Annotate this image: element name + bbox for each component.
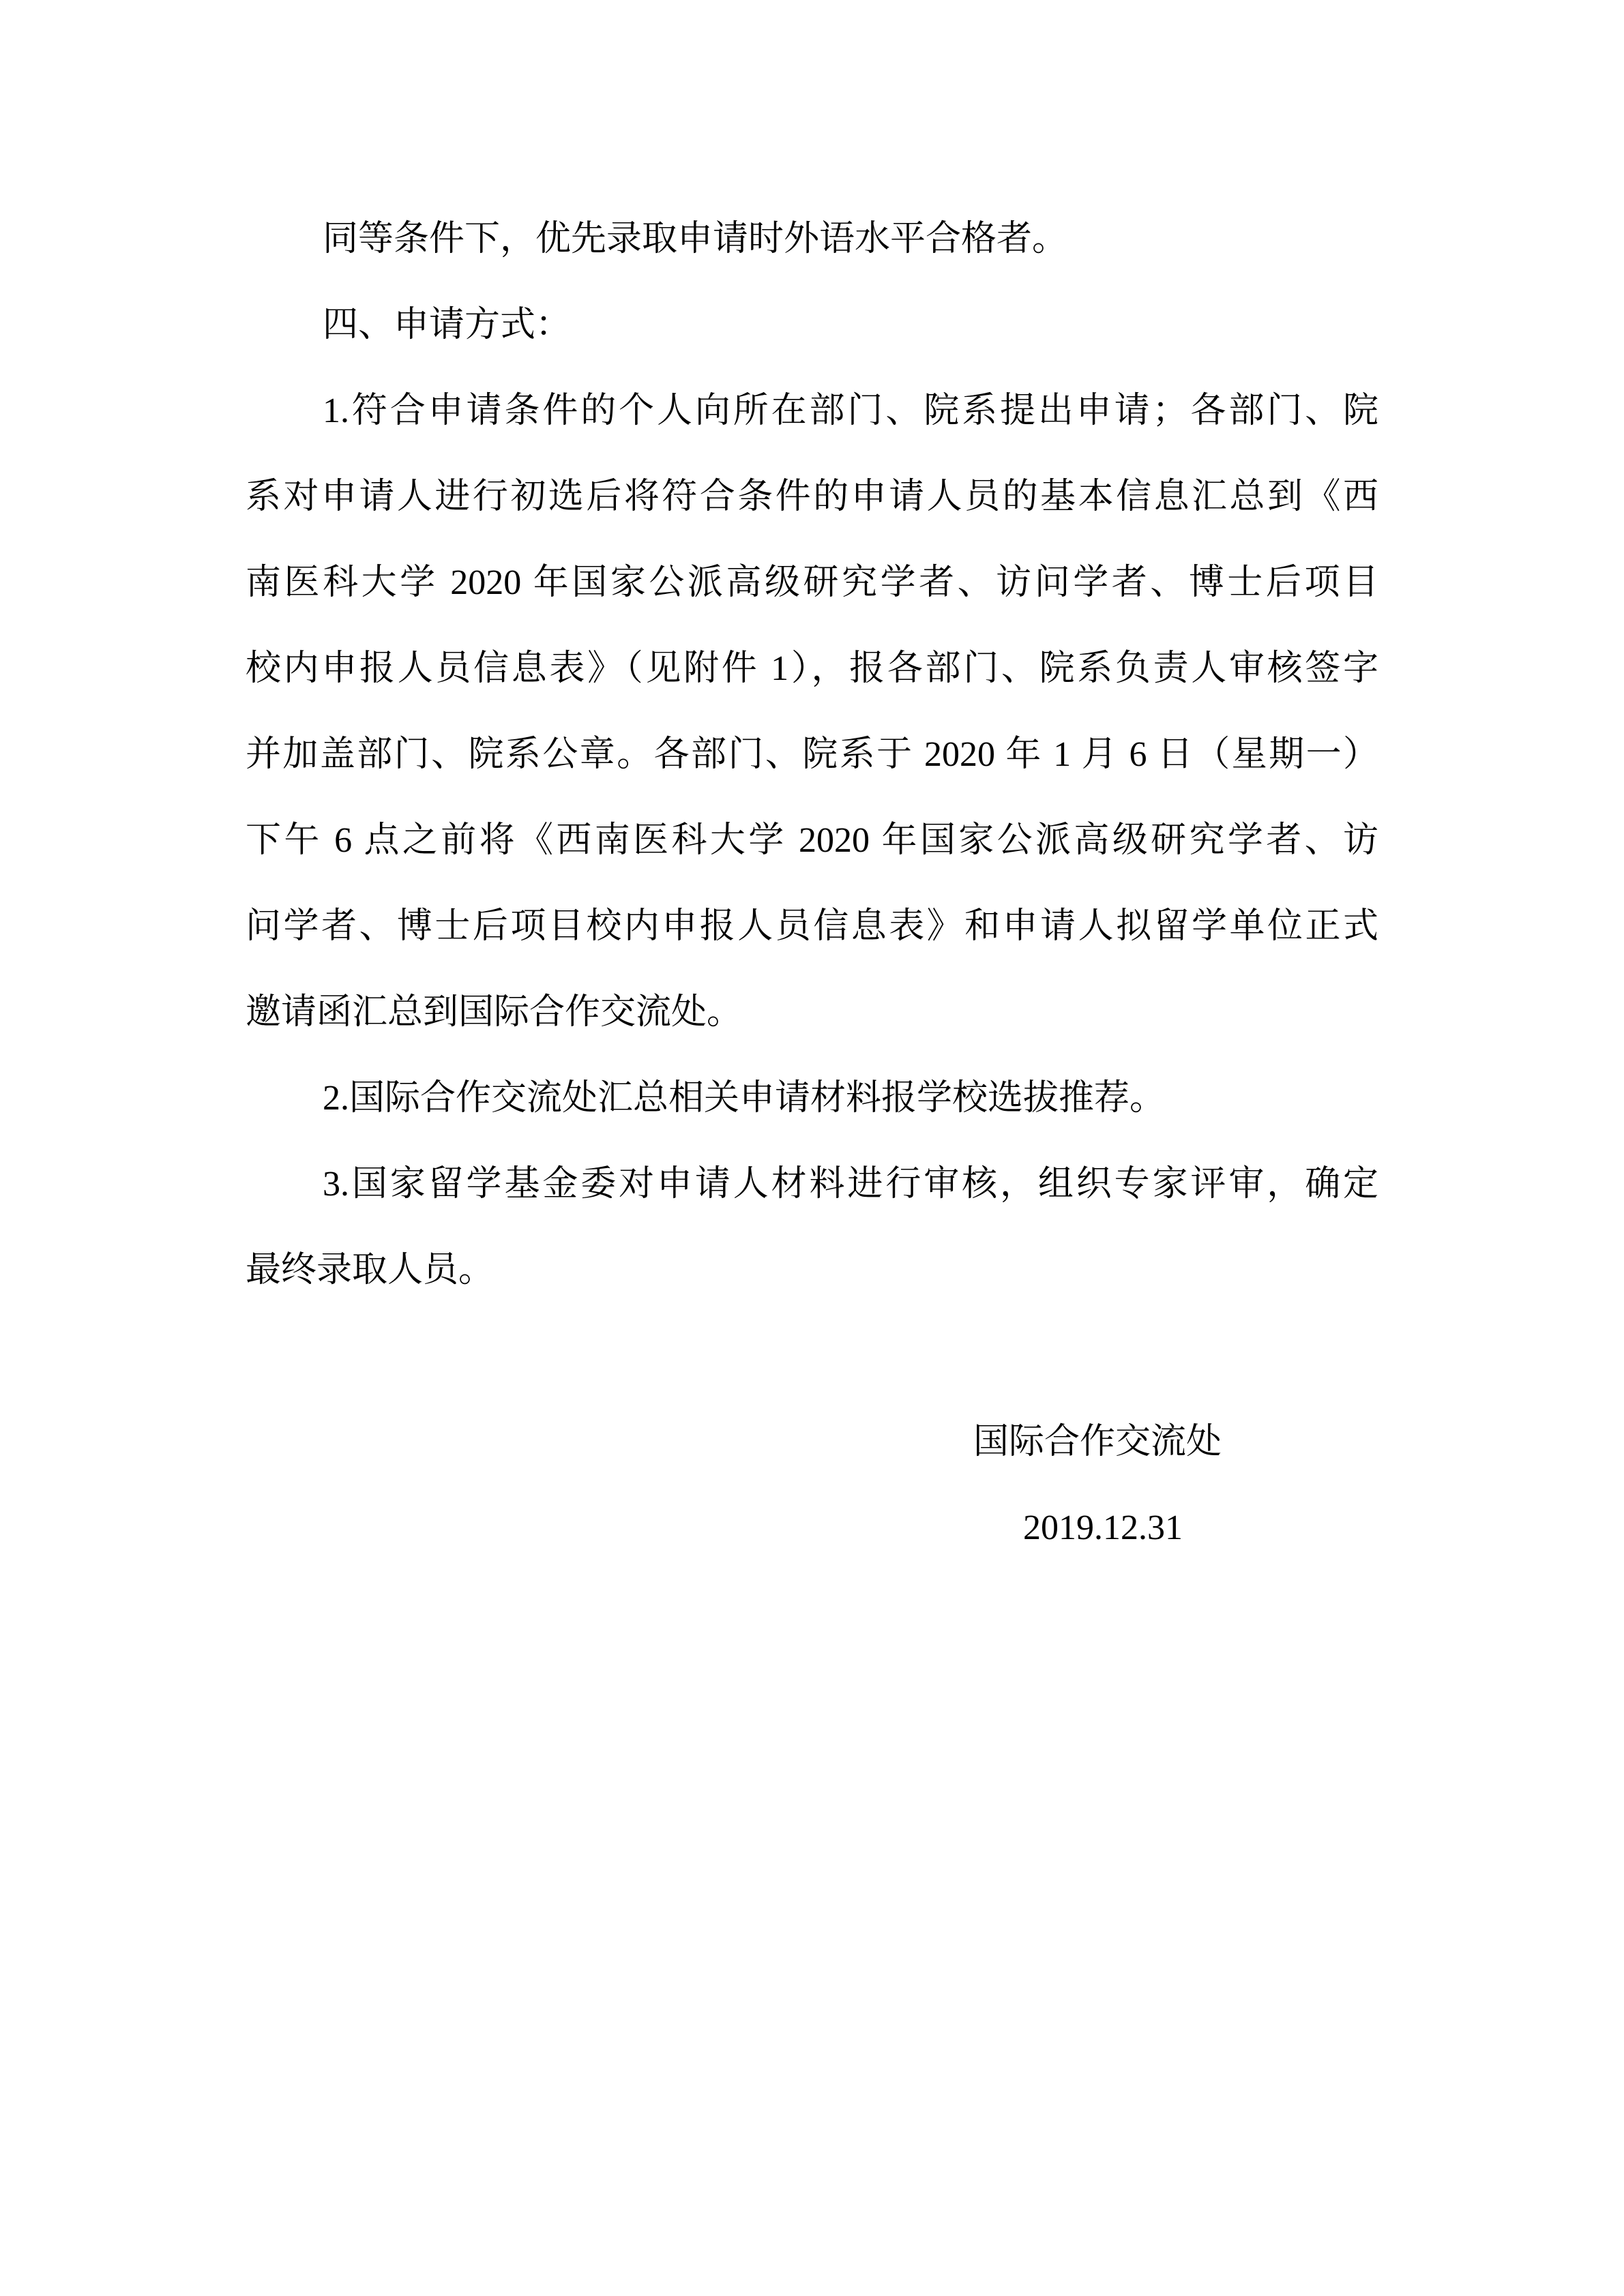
document-body (246, 196, 1378, 1313)
document-line: 问学者、博士后项目校内申报人员信息表》和申请人拟留学单位正式 (246, 907, 1378, 946)
document-line: 四、申请方式： (323, 305, 572, 344)
signature-department: 国际合作交流处 (973, 1422, 1222, 1461)
signature-date: 2019.12.31 (1023, 1508, 1183, 1547)
document-line: 校内申报人员信息表》（见附件 1），报各部门、院系负责人审核签字 (246, 649, 1378, 688)
document-line: 3.国家留学基金委对申请人材料进行审核，组织专家评审，确定 (323, 1165, 1378, 1204)
document-line: 2.国际合作交流处汇总相关申请材料报学校选拔推荐。 (323, 1079, 1166, 1118)
document-line: 下午 6 点之前将《西南医科大学 2020 年国家公派高级研究学者、访 (246, 821, 1378, 860)
document-line: 系对申请人进行初选后将符合条件的申请人员的基本信息汇总到《西 (246, 477, 1378, 516)
signature-block (973, 1399, 1232, 1485)
document-line: 邀请函汇总到国际合作交流处。 (246, 993, 743, 1032)
document-line: 最终录取人员。 (246, 1251, 494, 1289)
document-line: 1.符合申请条件的个人向所在部门、院系提出申请；各部门、院 (323, 391, 1378, 430)
document-line: 南医科大学 2020 年国家公派高级研究学者、访问学者、博士后项目 (246, 563, 1378, 602)
document-line: 同等条件下，优先录取申请时外语水平合格者。 (323, 220, 1068, 258)
document-line: 并加盖部门、院系公章。各部门、院系于 2020 年 1 月 6 日（星期一） (246, 735, 1378, 774)
